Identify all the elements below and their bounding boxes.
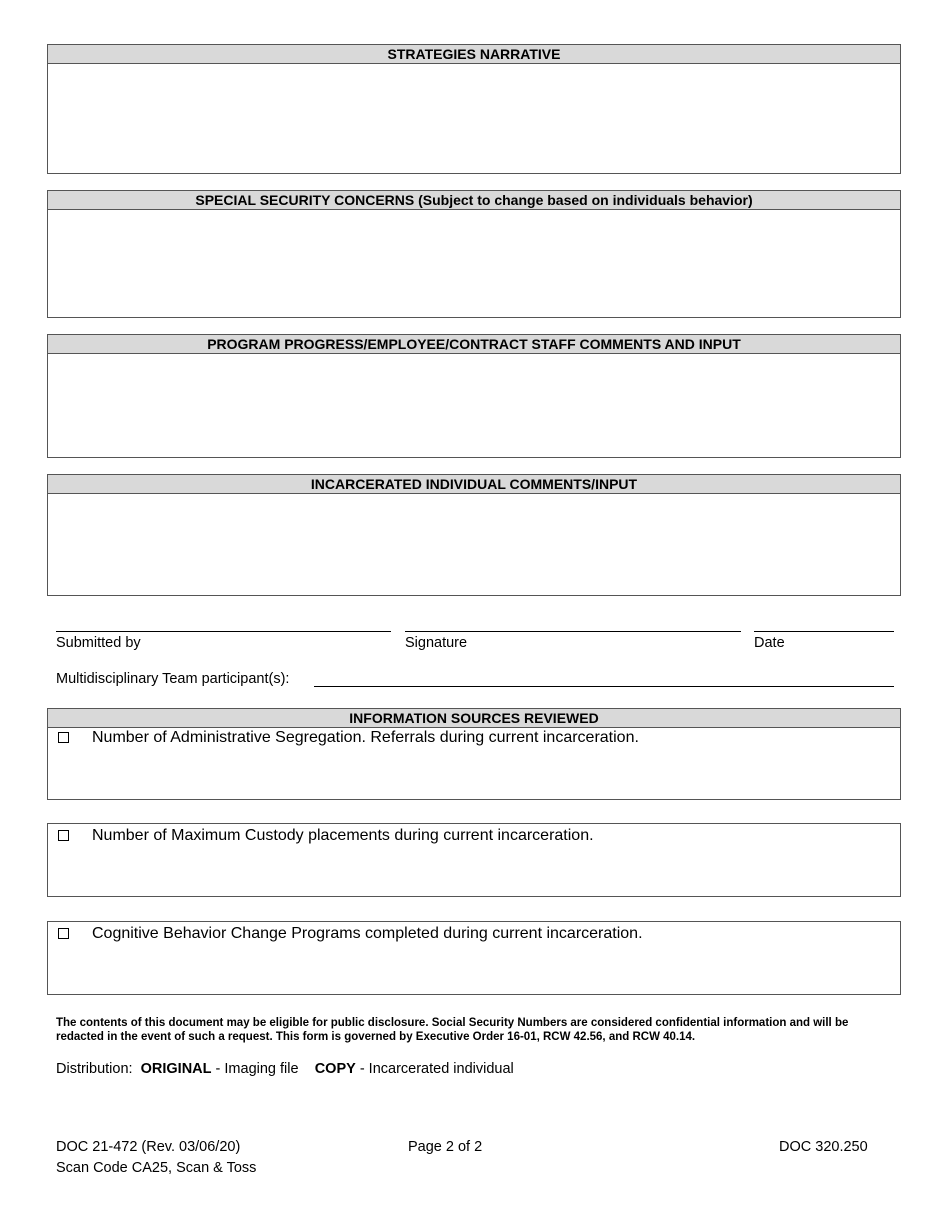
footer-left [56, 1137, 256, 1179]
form-number: DOC 21-472 (Rev. 03/06/20) [56, 1139, 241, 1155]
checkbox-label: Number of Administrative Segregation. Referrals during current incarceration. [92, 729, 639, 746]
cognitive-programs-checkbox[interactable] [58, 928, 69, 939]
checkbox-row [48, 728, 900, 750]
section-header: INFORMATION SOURCES REVIEWED [48, 709, 900, 728]
strategies-narrative-field[interactable] [48, 64, 900, 174]
scan-code: Scan Code CA25, Scan & Toss [56, 1160, 257, 1176]
distribution-original: ORIGINAL [140, 1061, 212, 1077]
policy-number: DOC 320.250 [779, 1139, 868, 1155]
individual-comments-field[interactable] [48, 494, 900, 596]
distribution-copy-desc: - Incarcerated individual [359, 1061, 514, 1077]
section-header: SPECIAL SECURITY CONCERNS (Subject to change based on individuals behavior) [48, 191, 900, 210]
section-header: PROGRAM PROGRESS/EMPLOYEE/CONTRACT STAFF COMMENTS AND INPUT [48, 335, 900, 354]
special-security-field[interactable] [48, 210, 900, 318]
distribution-original-desc: - Imaging file [215, 1061, 299, 1077]
submitted-by-label: Submitted by [56, 635, 141, 651]
checkbox-label: Cognitive Behavior Change Programs completed during current incarceration. [92, 925, 643, 942]
information-sources-section [47, 708, 901, 800]
program-progress-field[interactable] [48, 354, 900, 458]
team-participants-line[interactable] [314, 686, 894, 687]
submitted-by-line[interactable] [56, 631, 391, 632]
signature-line[interactable] [405, 631, 741, 632]
disclosure-notice: The contents of this document may be eligible for public disclosure. Social Security Numbers are considered confidential information and will be redacted in the event of such a request. This form is governed by Executive Order 16-01, RCW 42.56, and RCW 40.14. [56, 1017, 849, 1043]
max-custody-checkbox[interactable] [58, 830, 69, 841]
distribution-line [56, 1061, 514, 1077]
page-number: Page 2 of 2 [408, 1139, 483, 1155]
distribution-copy: COPY [314, 1061, 356, 1077]
max-custody-section [47, 823, 901, 897]
distribution-label: Distribution: [56, 1061, 133, 1077]
strategies-narrative-section [47, 44, 901, 174]
date-label: Date [754, 635, 785, 651]
signature-label: Signature [405, 635, 468, 651]
program-progress-section [47, 334, 901, 458]
date-line[interactable] [754, 631, 894, 632]
checkbox-row [48, 826, 900, 848]
team-participants-label: Multidisciplinary Team participant(s): [56, 671, 290, 687]
individual-comments-section [47, 474, 901, 596]
section-header: INCARCERATED INDIVIDUAL COMMENTS/INPUT [48, 475, 900, 494]
special-security-section [47, 190, 901, 318]
checkbox-label: Number of Maximum Custody placements during current incarceration. [92, 827, 594, 844]
section-header: STRATEGIES NARRATIVE [48, 45, 900, 64]
checkbox-row [48, 924, 900, 946]
admin-segregation-checkbox[interactable] [58, 732, 69, 743]
cognitive-programs-section [47, 921, 901, 995]
